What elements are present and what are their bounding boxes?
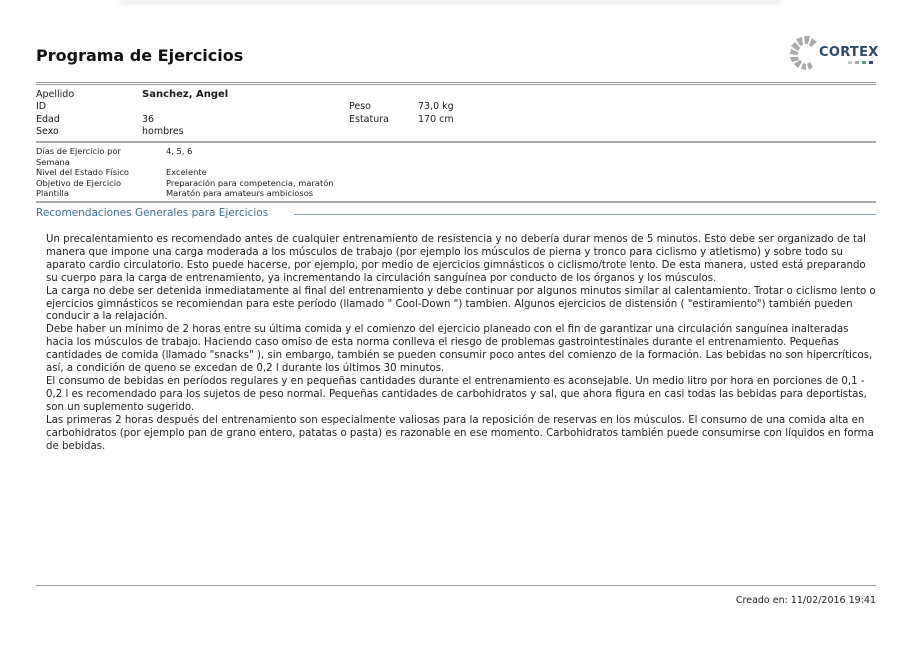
patient-divider (36, 141, 876, 143)
cortex-logo (790, 33, 880, 73)
sexo-value: hombres (142, 125, 184, 137)
peso-value: 73,0 kg (418, 101, 454, 113)
program-row-nivel (36, 167, 334, 178)
edad-value: 36 (142, 113, 155, 125)
logo-dot (855, 61, 859, 64)
objetivo-value: Preparación para competencia, maratón (166, 177, 334, 188)
program-row-objetivo (36, 178, 334, 189)
footer-divider (36, 585, 876, 586)
dias-label: Días de Ejercicio por Semana (36, 146, 121, 167)
program-row-dias (36, 146, 334, 167)
cortex-logo-icon (790, 33, 820, 73)
recommendation-paragraph: Un precalentamiento es recomendado antes de cualquier entrenamiento de resistencia y no debería durar menos de 5 minutos. Esto debe ser organizado de tal manera que impone una carga moderada a los músculos de trabajo (por ejemplo los músculos de pierna y tronco para ciclismo y atletismo) y sobre todo su aparato cardio circulatorio. Esto puede hacerse, por ejemplo, por medio de ejercicios gimnásticos o ciclismo/trote lento. De esta manera, usted está preparando su cuerpo para la carga de entrenamiento, ya incrementando la circulación sanguínea por conducto de los órganos y los músculos. (46, 234, 867, 284)
logo-dot (862, 61, 866, 64)
program-row-plantilla (36, 188, 334, 199)
plantilla-label: Plantilla (36, 188, 69, 198)
recommendation-paragraph: Las primeras 2 horas después del entrenamiento son especialmente valiosas para la reposición de reservas en los músculos. El consumo de una comida alta en carbohidratos (por ejemplo pan de grano entero, patatas o pasta) es razonable en ese momento. Carbohidratos también puede consumirse con líquidos en forma de bebidas. (46, 414, 874, 452)
nivel-label: Nivel del Estado Físico (36, 167, 130, 177)
logo-text: CORTEX (819, 45, 879, 60)
program-info (36, 146, 334, 199)
estatura-label: Estatura (349, 113, 389, 125)
header-divider (36, 82, 876, 85)
plantilla-value: Maratón para amateurs ambiciosos (166, 188, 314, 198)
recommendation-paragraph: La carga no debe ser detenida inmediatamente al final del entrenamiento y debe continuar por algunos minutos similar al calentamiento. Trotar o ciclismo lento o ejercicios gimnásticos se recomiendan para este período (llamado " Cool-Down ") tambien. Algunos ejercicios de distensión ( "estiramiento") también pueden conducir a la relajación. (46, 285, 876, 323)
recommendation-paragraph: El consumo de bebidas en períodos regulares y en pequeñas cantidades durante el entrenamiento es aconsejable. Un medio litro por hora en porciones de 0,1 - 0,2 l es recomendado para los sujetos de peso normal. Pequeñas cantidades de carbohidratos y sal, que ahora figura en casi todas las bebidas para deportistas, son un suplemento sugerido. (46, 375, 867, 413)
created-timestamp: Creado en: 11/02/2016 19:41 (735, 595, 876, 606)
logo-dot (848, 61, 852, 64)
nivel-value: Excelente (166, 167, 207, 177)
peso-label: Peso (349, 101, 371, 113)
recommendations-body (46, 234, 876, 453)
apellido-value: Sanchez, Angel (142, 89, 229, 100)
dias-value: 4, 5, 6 (166, 146, 193, 156)
objetivo-label: Objetivo de Ejercicio (36, 177, 122, 188)
sexo-label: Sexo (36, 125, 59, 137)
logo-dot (869, 61, 873, 64)
logo-dots (848, 61, 873, 64)
edad-label: Edad (36, 113, 60, 125)
section-heading-line (294, 214, 876, 215)
recommendation-paragraph: Debe haber un mínimo de 2 horas entre su última comida y el comienzo del ejercicio planeado con el fin de garantizar una circulación sanguínea inalteradas hacia los músculos de trabajo. Haciendo caso omiso de esta norma conlleva el riesgo de problemas gastrointestinales durante el entrenamiento. Pequeñas cantidades de comida (llamado "snacks" ), sin embargo, también se pueden consumir poco antes del comienzo de la formación. Las bebidas no son hipercríticos, así, a condición de queno se excedan de 0,2 l durante los últimos 30 minutos. (46, 324, 873, 375)
section-heading-recomendaciones: Recomendaciones Generales para Ejercicios (36, 207, 269, 219)
program-divider (36, 201, 876, 203)
page-title: Programa de Ejercicios (36, 46, 244, 65)
estatura-value: 170 cm (418, 113, 454, 125)
id-label: ID (36, 101, 47, 113)
apellido-label: Apellido (36, 89, 75, 100)
page-edge-shadow (120, 0, 780, 2)
